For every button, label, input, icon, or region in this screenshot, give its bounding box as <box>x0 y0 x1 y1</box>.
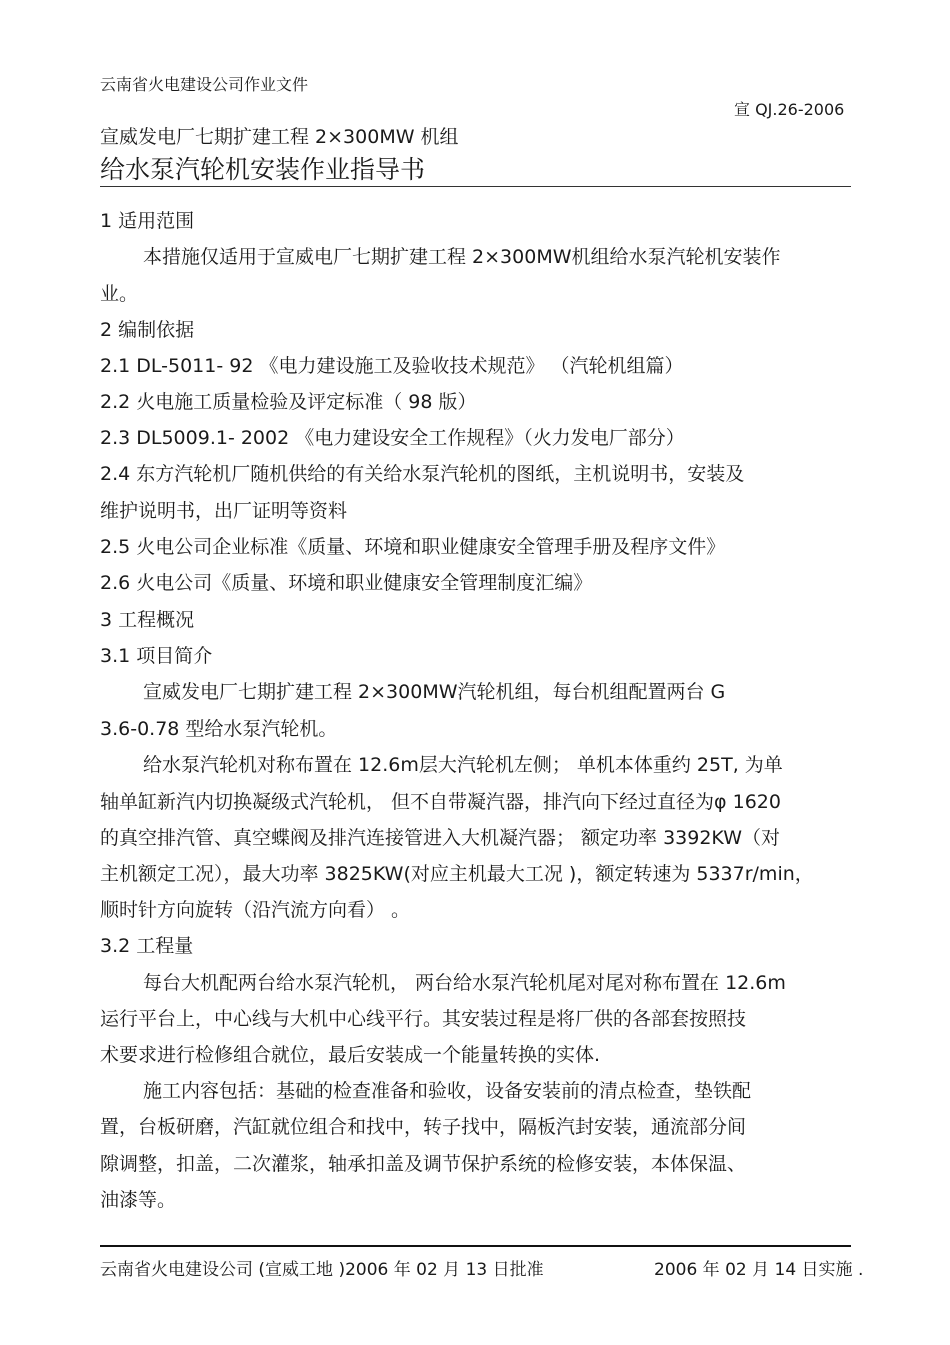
paragraph-line: 术要求进行检修组合就位，最后安装成一个能量转换的实体. <box>100 1044 601 1066</box>
document-title: 给水泵汽轮机安装作业指导书 <box>100 155 426 184</box>
paragraph-line: 给水泵汽轮机对称布置在 12.6m层大汽轮机左侧； 单机本体重约 25T, 为单 <box>143 754 783 776</box>
header-divider <box>100 186 851 187</box>
document-number: 宣 QJ.26-2006 <box>734 100 845 119</box>
list-item: 2.6 火电公司《质量、环境和职业健康安全管理制度汇编》 <box>100 572 593 594</box>
paragraph-line: 主机额定工况），最大功率 3825KW(对应主机最大工况 )，额定转速为 5337r/min， <box>100 863 814 885</box>
list-item: 维护说明书，出厂证明等资料 <box>100 500 348 522</box>
footer-approval: 云南省火电建设公司 (宣威工地 )2006 年 02 月 13 日批准 <box>100 1260 544 1280</box>
paragraph-line: 轴单缸新汽内切换凝级式汽轮机， 但不自带凝汽器，排汽向下经过直径为φ 1620 <box>100 791 781 813</box>
paragraph-line: 宣威发电厂七期扩建工程 2×300MW汽轮机组，每台机组配置两台 G <box>143 681 726 703</box>
subsection-heading: 3.2 工程量 <box>100 935 194 957</box>
section-heading: 1 适用范围 <box>100 210 195 232</box>
subsection-heading: 3.1 项目简介 <box>100 645 213 667</box>
paragraph-line: 顺时针方向旋转（沿汽流方向看） 。 <box>100 899 411 921</box>
paragraph-line: 每台大机配两台给水泵汽轮机， 两台给水泵汽轮机尾对尾对称布置在 12.6m <box>143 972 786 994</box>
list-item: 2.5 火电公司企业标准《质量、环境和职业健康安全管理手册及程序文件》 <box>100 536 726 558</box>
section-heading: 3 工程概况 <box>100 609 195 631</box>
paragraph-line: 3.6-0.78 型给水泵汽轮机。 <box>100 718 338 740</box>
paragraph-line: 的真空排汽管、真空蝶阀及排汽连接管进入大机凝汽器； 额定功率 3392KW（对 <box>100 827 781 849</box>
paragraph-line: 运行平台上，中心线与大机中心线平行。其安装过程是将厂供的各部套按照技 <box>100 1008 747 1030</box>
section-heading: 2 编制依据 <box>100 319 195 341</box>
paragraph-line: 本措施仅适用于宣威电厂七期扩建工程 2×300MW机组给水泵汽轮机安装作 <box>143 246 781 268</box>
paragraph-line: 施工内容包括：基础的检查准备和验收，设备安装前的清点检查，垫铁配 <box>143 1080 752 1102</box>
list-item: 2.3 DL5009.1- 2002 《电力建设安全工作规程》（火力发电厂部分） <box>100 427 685 449</box>
list-item: 2.1 DL-5011- 92 《电力建设施工及验收技术规范》 （汽轮机组篇） <box>100 355 684 377</box>
paragraph-line: 置，台板研磨，汽缸就位组合和找中，转子找中，隔板汽封安装，通流部分间 <box>100 1116 747 1138</box>
project-name: 宣威发电厂七期扩建工程 2×300MW 机组 <box>100 126 459 148</box>
footer-divider <box>100 1245 851 1247</box>
list-item: 2.4 东方汽轮机厂随机供给的有关给水泵汽轮机的图纸，主机说明书，安装及 <box>100 463 745 485</box>
company-header: 云南省火电建设公司作业文件 <box>100 75 309 94</box>
paragraph-line: 隙调整，扣盖，二次灌浆，轴承扣盖及调节保护系统的检修安装，本体保温、 <box>100 1153 747 1175</box>
paragraph-line: 业。 <box>100 283 139 305</box>
paragraph-line: 油漆等。 <box>100 1189 177 1211</box>
list-item: 2.2 火电施工质量检验及评定标准（ 98 版） <box>100 391 477 413</box>
footer-effective-date: 2006 年 02 月 14 日实施 . <box>654 1260 864 1280</box>
